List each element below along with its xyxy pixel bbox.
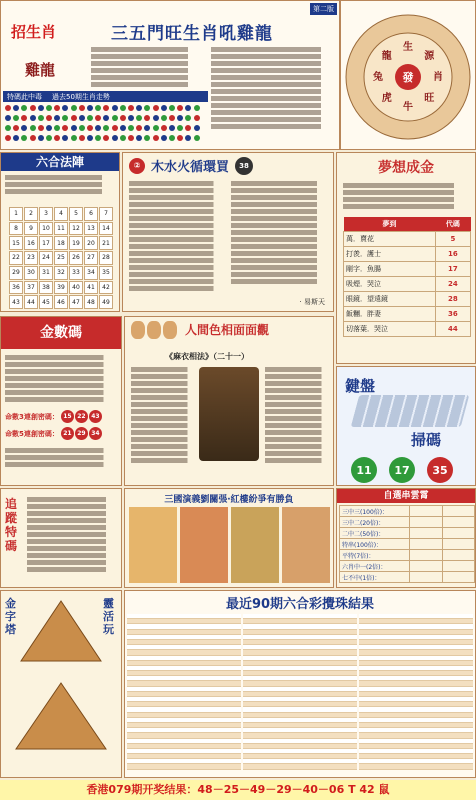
trend-dot — [62, 115, 68, 121]
trend-dot — [185, 125, 191, 131]
trend-dot — [103, 115, 109, 121]
grid-number: 49 — [99, 295, 113, 309]
series-table — [339, 505, 475, 583]
trend-dot — [177, 135, 183, 141]
number-title: 金數碼 — [1, 317, 121, 349]
comic-frame — [180, 507, 228, 583]
trend-dot — [21, 135, 27, 141]
grid-number: 33 — [69, 266, 83, 280]
trend-dot — [71, 105, 77, 111]
page-title: 三五門旺生肖吼雞龍 — [111, 24, 273, 44]
grid-number: 45 — [39, 295, 53, 309]
trend-dot — [112, 125, 118, 131]
face-panel — [124, 316, 334, 486]
trend-dot — [38, 105, 44, 111]
trend-dot — [21, 115, 27, 121]
trend-dot — [177, 105, 183, 111]
trend-dot — [71, 135, 77, 141]
trend-dot — [13, 105, 19, 111]
trend-dot — [112, 105, 118, 111]
comic-strip — [129, 507, 330, 583]
results-table — [125, 614, 475, 770]
dream-table — [343, 217, 471, 337]
table-row: 飯糰．胖妻 36 — [344, 307, 471, 322]
trend-dot — [128, 125, 134, 131]
grid-number: 38 — [39, 281, 53, 295]
keyboard-panel — [336, 366, 476, 486]
trend-dot — [21, 105, 27, 111]
grid-number: 10 — [39, 222, 53, 236]
number-line-1: 命數3連創密碼： — [5, 412, 59, 421]
comic-title: 三國演義劉關張‧紅樓紛爭有勝負 — [164, 495, 294, 505]
trend-dot — [112, 115, 118, 121]
grid-number: 25 — [54, 251, 68, 265]
special-strip — [3, 91, 208, 102]
trend-dots — [5, 105, 205, 147]
grid-number: 9 — [24, 222, 38, 236]
trend-dot — [30, 115, 36, 121]
trend-dot — [62, 135, 68, 141]
trend-dot — [38, 115, 44, 121]
zodiac-badge-text: 招生肖 — [11, 23, 57, 41]
wheel-sign: 龍 — [381, 50, 392, 62]
trend-dot — [103, 125, 109, 131]
liuhe-grid — [9, 207, 113, 309]
author: · 易斯天 — [299, 298, 325, 306]
table-row: 剛字．魚腸 17 — [344, 262, 471, 277]
trend-dot — [13, 125, 19, 131]
chase-panel — [0, 488, 122, 588]
grid-number: 34 — [84, 266, 98, 280]
grid-number: 27 — [84, 251, 98, 265]
trend-dot — [177, 125, 183, 131]
grid-number: 2 — [24, 207, 38, 221]
face-subtitle: 《麻衣相法》（二十一） — [165, 352, 249, 361]
trend-dot — [87, 125, 93, 131]
buddha-portrait — [199, 367, 259, 461]
dream-panel — [336, 152, 476, 364]
grid-number: 46 — [54, 295, 68, 309]
wheel-sign: 源 — [424, 50, 435, 62]
trend-dot — [169, 115, 175, 121]
results-row — [127, 764, 241, 769]
trend-dot — [46, 125, 52, 131]
keyboard-balls — [351, 457, 453, 483]
grid-number: 24 — [39, 251, 53, 265]
grid-number: 3 — [39, 207, 53, 221]
trend-dot — [136, 105, 142, 111]
trend-dot — [153, 135, 159, 141]
trend-dot — [128, 135, 134, 141]
pyramid-graphic — [1, 591, 121, 777]
trend-dot — [112, 135, 118, 141]
keyboard-ball: 17 — [389, 457, 415, 483]
trend-dot — [103, 135, 109, 141]
trend-dot — [194, 125, 200, 131]
comic-frame — [282, 507, 330, 583]
trend-dot — [87, 105, 93, 111]
table-row: 切落葉．哭泣 44 — [344, 322, 471, 337]
wood-water-fire-panel — [122, 152, 334, 312]
zodiac-wheel — [341, 1, 475, 149]
trend-dot — [177, 115, 183, 121]
grid-number: 48 — [84, 295, 98, 309]
results-column — [359, 614, 473, 770]
trend-dot — [5, 115, 11, 121]
trend-dot — [54, 135, 60, 141]
trend-dot — [185, 105, 191, 111]
wheel-sign: 牛 — [403, 102, 413, 113]
grid-number: 4 — [54, 207, 68, 221]
grid-number: 19 — [69, 236, 83, 250]
table-row: 二中二(50倍)： — [340, 528, 475, 539]
grid-number: 36 — [9, 281, 23, 295]
header-banner — [0, 0, 340, 150]
trend-dot — [62, 125, 68, 131]
trend-dot — [144, 115, 150, 121]
trend-dot — [169, 125, 175, 131]
grid-number: 43 — [9, 295, 23, 309]
trend-dot — [95, 125, 101, 131]
grid-number: 40 — [69, 281, 83, 295]
trend-dot — [161, 125, 167, 131]
table-row: 三中二(20倍)： — [340, 517, 475, 528]
comic-panel — [124, 488, 334, 588]
number-ball: 15 — [61, 410, 74, 423]
trend-dot — [120, 105, 126, 111]
trend-dot — [30, 125, 36, 131]
trend-dot — [153, 105, 159, 111]
trend-dot — [54, 105, 60, 111]
grid-number: 21 — [99, 236, 113, 250]
intro-text — [91, 45, 201, 95]
face-title: 人間色相面面觀 — [185, 323, 270, 337]
keyboard-title-2: 掃碼 — [411, 431, 442, 449]
trend-dot — [13, 135, 19, 141]
trend-dot — [185, 115, 191, 121]
wheel-sign: 虎 — [381, 93, 392, 105]
liuhe-title: 六合法陣 — [1, 153, 119, 171]
keyboard-ball: 35 — [427, 457, 453, 483]
grid-number: 7 — [99, 207, 113, 221]
trend-dot — [87, 135, 93, 141]
table-row: 平特(7倍)： — [340, 550, 475, 561]
trend-dot — [54, 125, 60, 131]
trend-dot — [21, 125, 27, 131]
trend-dot — [62, 105, 68, 111]
wheel-sign: 生 — [403, 42, 413, 53]
comic-frame — [129, 507, 177, 583]
number-line-2: 命數5連創密碼： — [5, 429, 59, 438]
grid-number: 22 — [9, 251, 23, 265]
trend-dot — [136, 125, 142, 131]
number-panel — [0, 316, 122, 486]
trend-dot — [38, 135, 44, 141]
trend-dot — [95, 135, 101, 141]
trend-dot — [120, 135, 126, 141]
results-row — [243, 764, 357, 769]
trend-dot — [30, 105, 36, 111]
trend-dot — [136, 135, 142, 141]
trend-dot — [185, 135, 191, 141]
trend-dot — [144, 105, 150, 111]
results-column — [127, 614, 241, 770]
grid-number: 30 — [24, 266, 38, 280]
wood-title: 木水火循環買 — [151, 160, 230, 175]
grid-number: 35 — [99, 266, 113, 280]
grid-number: 14 — [99, 222, 113, 236]
liuhe-panel — [0, 152, 120, 312]
trend-dot — [161, 105, 167, 111]
grid-number: 17 — [39, 236, 53, 250]
series-panel — [336, 488, 476, 588]
grid-number: 28 — [99, 251, 113, 265]
grid-number: 8 — [9, 222, 23, 236]
special-label2: 過去50期生肖走勢 — [52, 92, 110, 101]
pyramid-panel — [0, 590, 122, 778]
trend-dot — [46, 115, 52, 121]
grid-number: 15 — [9, 236, 23, 250]
grid-number: 31 — [39, 266, 53, 280]
table-row: 六肖中一(2倍)： — [340, 561, 475, 572]
grid-number: 18 — [54, 236, 68, 250]
portrait-icon — [147, 321, 161, 339]
table-row: 打羨．護士 16 — [344, 247, 471, 262]
left-badge — [11, 21, 71, 47]
trend-dot — [71, 125, 77, 131]
grid-number: 6 — [84, 207, 98, 221]
dream-col-2: 代碼 — [445, 220, 460, 228]
grid-number: 29 — [9, 266, 23, 280]
chase-title: 追蹤特碼 — [5, 497, 18, 553]
grid-number: 37 — [24, 281, 38, 295]
trend-dot — [169, 135, 175, 141]
trend-dot — [103, 105, 109, 111]
results-column — [243, 614, 357, 770]
table-row: 特串(100倍)： — [340, 539, 475, 550]
grid-number: 23 — [24, 251, 38, 265]
trend-dot — [79, 115, 85, 121]
trend-dot — [87, 115, 93, 121]
trend-dot — [169, 105, 175, 111]
wheel-sign: 旺 — [424, 93, 435, 105]
trend-dot — [46, 105, 52, 111]
trend-dot — [161, 135, 167, 141]
special-label: 特碼此中毒 — [7, 92, 42, 101]
dream-col-1: 夢到 — [382, 220, 397, 228]
grid-number: 20 — [84, 236, 98, 250]
grid-number: 26 — [69, 251, 83, 265]
number-ball: 22 — [75, 410, 88, 423]
trend-dot — [5, 105, 11, 111]
trend-dot — [128, 115, 134, 121]
grid-number: 44 — [24, 295, 38, 309]
table-row: 萬．賣花 5 — [344, 232, 471, 247]
keyboard-icon — [351, 395, 470, 427]
trend-dot — [54, 115, 60, 121]
trend-dot — [38, 125, 44, 131]
wheel-center: 發 — [402, 71, 414, 84]
face-portraits — [131, 321, 179, 351]
grid-number: 11 — [54, 222, 68, 236]
trend-dot — [79, 125, 85, 131]
trend-dot — [95, 115, 101, 121]
badge-right: 38 — [235, 157, 253, 175]
grid-number: 16 — [24, 236, 38, 250]
comic-frame — [231, 507, 279, 583]
portrait-icon — [163, 321, 177, 339]
trend-dot — [144, 135, 150, 141]
number-ball: 29 — [75, 427, 88, 440]
trend-dot — [71, 115, 77, 121]
grid-number: 42 — [99, 281, 113, 295]
keyboard-ball: 11 — [351, 457, 377, 483]
pyramid-right-title: 靈活玩 — [103, 597, 114, 636]
trend-dot — [153, 125, 159, 131]
trend-dot — [30, 135, 36, 141]
results-footer: 香港079期开奖结果：48－25－49－29－40－06 T 42 鼠 — [0, 780, 476, 800]
grid-number: 13 — [84, 222, 98, 236]
issue-tag: 第二版 — [310, 3, 337, 15]
number-ball: 21 — [61, 427, 74, 440]
trend-dot — [128, 105, 134, 111]
trend-dot — [95, 105, 101, 111]
trend-dot — [120, 115, 126, 121]
table-row: 眼鏡．望遠鏡 28 — [344, 292, 471, 307]
number-ball: 43 — [89, 410, 102, 423]
trend-dot — [5, 125, 11, 131]
zodiac-wheel-panel — [340, 0, 476, 150]
left-sub: 雞龍 — [25, 61, 56, 79]
results-title: 最近90期六合彩攪珠結果 — [225, 597, 375, 612]
grid-number: 1 — [9, 207, 23, 221]
results-panel — [124, 590, 476, 778]
trend-dot — [120, 125, 126, 131]
trend-dot — [161, 115, 167, 121]
trend-dot — [194, 135, 200, 141]
wheel-sign: 兔 — [373, 72, 383, 83]
wheel-sign: 肖 — [433, 72, 443, 83]
grid-number: 12 — [69, 222, 83, 236]
trend-dot — [153, 115, 159, 121]
trend-dot — [46, 135, 52, 141]
trend-dot — [136, 115, 142, 121]
keyboard-title-1: 鍵盤 — [345, 377, 376, 395]
results-row — [359, 764, 473, 769]
trend-dot — [13, 115, 19, 121]
trend-dot — [194, 105, 200, 111]
portrait-icon — [131, 321, 145, 339]
grid-number: 41 — [84, 281, 98, 295]
grid-number: 47 — [69, 295, 83, 309]
dream-title: 夢想成金 — [378, 160, 434, 176]
trend-dot — [5, 135, 11, 141]
trend-dot — [144, 125, 150, 131]
table-row: 三中三(100倍)： — [340, 506, 475, 517]
grid-number: 5 — [69, 207, 83, 221]
table-row: 七不中(1倍)： — [340, 572, 475, 583]
grid-number: 32 — [54, 266, 68, 280]
trend-dot — [79, 135, 85, 141]
trend-dot — [194, 115, 200, 121]
number-ball: 34 — [89, 427, 102, 440]
badge-left: ② — [129, 158, 145, 174]
table-row: 吸煙．哭泣 24 — [344, 277, 471, 292]
history-list — [211, 45, 336, 145]
series-title: 自選串雲霄 — [337, 489, 475, 503]
trend-dot — [79, 105, 85, 111]
grid-number: 39 — [54, 281, 68, 295]
pyramid-left-title: 金字塔 — [5, 597, 16, 636]
